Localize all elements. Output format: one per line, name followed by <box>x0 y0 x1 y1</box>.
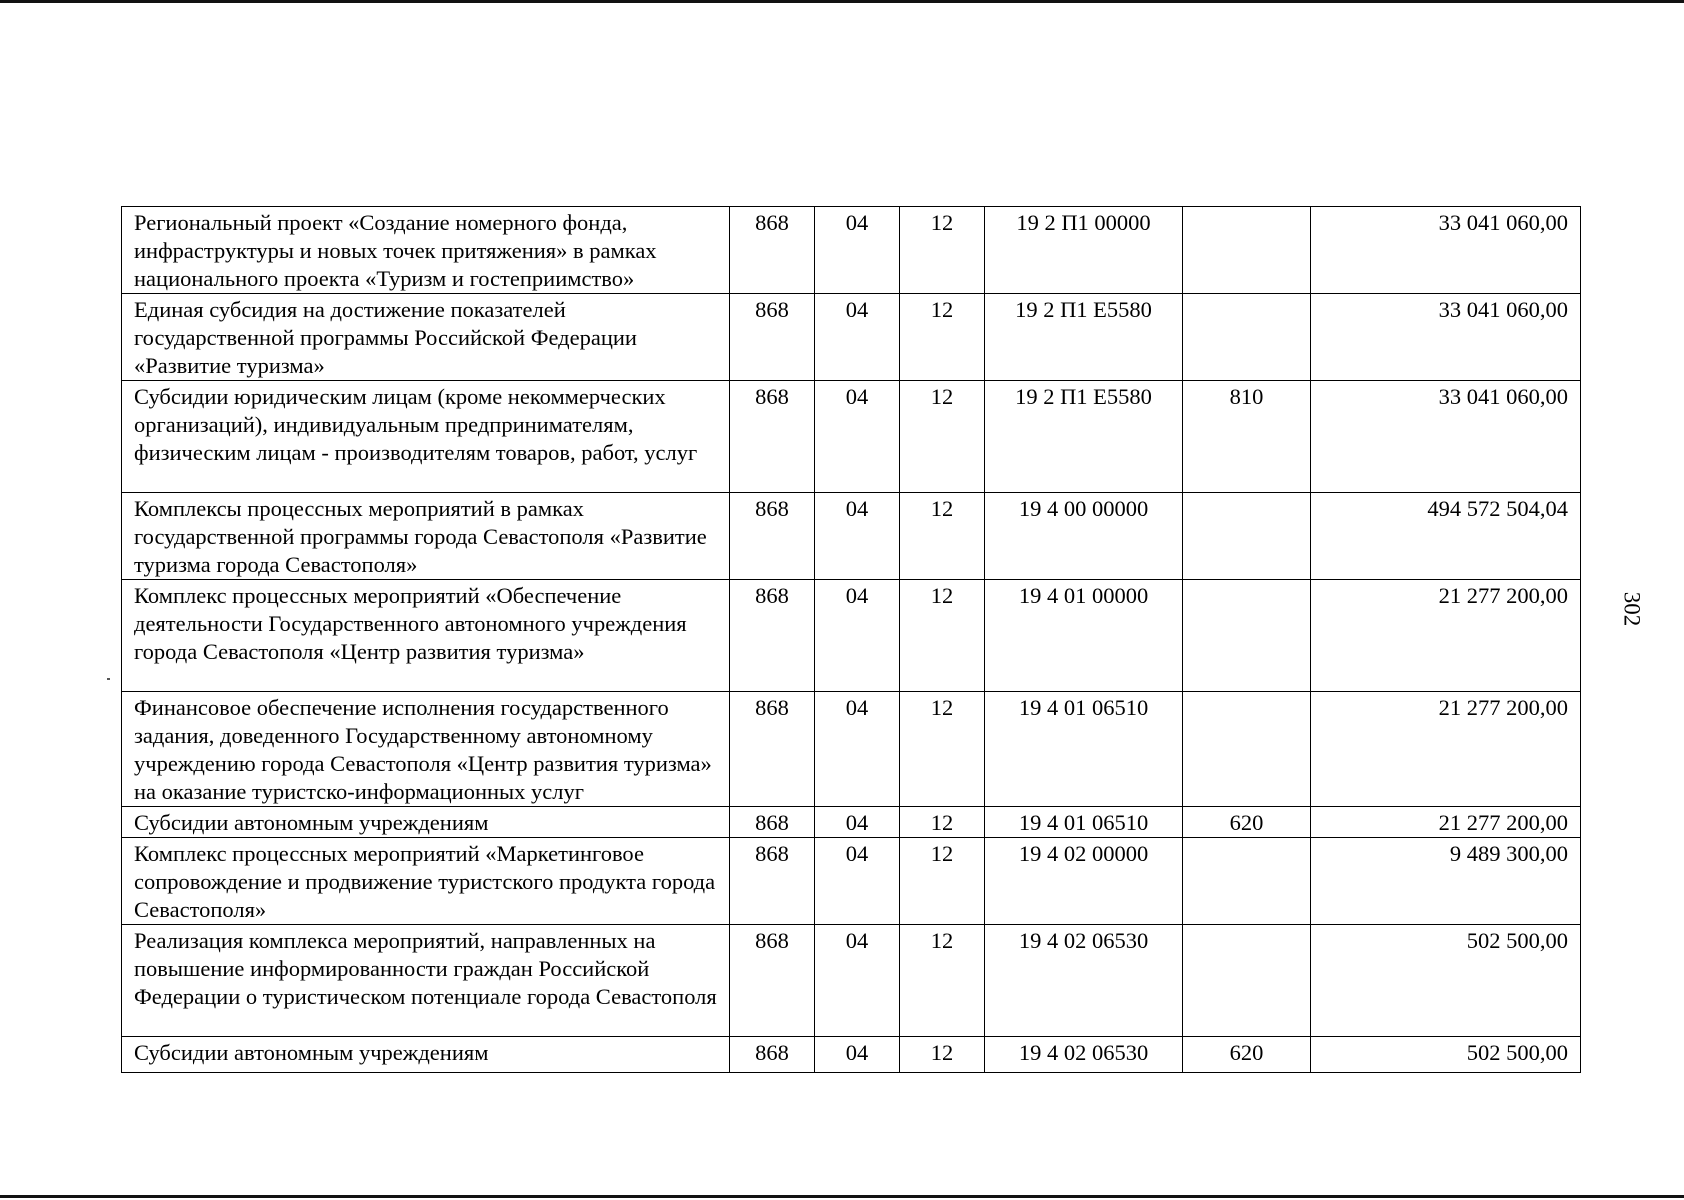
expense-name-cell: Финансовое обеспечение исполнения государственного задания, доведенного Государственному автономному учреждению города Севастополя «Центр развития туризма» на оказание туристско-информационных услуг <box>122 692 730 807</box>
table-row <box>122 493 1581 580</box>
target-article-cell: 19 4 01 00000 <box>985 580 1183 692</box>
amount-cell: 21 277 200,00 <box>1311 692 1581 807</box>
subsection-code-cell: 12 <box>900 838 985 925</box>
scan-speck <box>107 678 110 680</box>
subsection-code-cell: 12 <box>900 580 985 692</box>
amount-cell: 33 041 060,00 <box>1311 381 1581 493</box>
target-article-cell: 19 4 01 06510 <box>985 692 1183 807</box>
table-row <box>122 838 1581 925</box>
amount-cell: 33 041 060,00 <box>1311 294 1581 381</box>
section-code-cell: 04 <box>815 925 900 1037</box>
amount-cell: 502 500,00 <box>1311 1037 1581 1073</box>
subsection-code-cell: 12 <box>900 807 985 838</box>
expense-name-cell: Реализация комплекса мероприятий, направленных на повышение информированности граждан Российской Федерации о туристическом потенциале города Севастополя <box>122 925 730 1037</box>
expense-name-cell: Субсидии автономным учреждениям <box>122 1037 730 1073</box>
amount-cell: 9 489 300,00 <box>1311 838 1581 925</box>
ministry-code-cell: 868 <box>730 1037 815 1073</box>
ministry-code-cell: 868 <box>730 294 815 381</box>
ministry-code-cell: 868 <box>730 493 815 580</box>
subsection-code-cell: 12 <box>900 692 985 807</box>
section-code-cell: 04 <box>815 493 900 580</box>
section-code-cell: 04 <box>815 207 900 294</box>
section-code-cell: 04 <box>815 381 900 493</box>
target-article-cell: 19 4 02 06530 <box>985 925 1183 1037</box>
section-code-cell: 04 <box>815 1037 900 1073</box>
expense-name-cell: Комплекс процессных мероприятий «Маркетинговое сопровождение и продвижение туристского продукта города Севастополя» <box>122 838 730 925</box>
target-article-cell: 19 2 П1 E5580 <box>985 294 1183 381</box>
target-article-cell: 19 4 01 06510 <box>985 807 1183 838</box>
subsection-code-cell: 12 <box>900 925 985 1037</box>
expense-type-cell <box>1183 925 1311 1037</box>
budget-table <box>121 206 1581 1073</box>
expense-type-cell <box>1183 580 1311 692</box>
expense-type-cell: 620 <box>1183 807 1311 838</box>
expense-name-cell: Комплексы процессных мероприятий в рамках государственной программы города Севастополя «Развитие туризма города Севастополя» <box>122 493 730 580</box>
section-code-cell: 04 <box>815 692 900 807</box>
table-row <box>122 1037 1581 1073</box>
amount-cell: 21 277 200,00 <box>1311 807 1581 838</box>
target-article-cell: 19 4 00 00000 <box>985 493 1183 580</box>
ministry-code-cell: 868 <box>730 580 815 692</box>
budget-table-body <box>122 207 1581 1073</box>
table-row <box>122 807 1581 838</box>
amount-cell: 21 277 200,00 <box>1311 580 1581 692</box>
amount-cell: 33 041 060,00 <box>1311 207 1581 294</box>
table-row <box>122 580 1581 692</box>
subsection-code-cell: 12 <box>900 207 985 294</box>
expense-name-cell: Субсидии автономным учреждениям <box>122 807 730 838</box>
subsection-code-cell: 12 <box>900 493 985 580</box>
subsection-code-cell: 12 <box>900 381 985 493</box>
amount-cell: 494 572 504,04 <box>1311 493 1581 580</box>
table-row <box>122 207 1581 294</box>
section-code-cell: 04 <box>815 294 900 381</box>
expense-type-cell <box>1183 838 1311 925</box>
expense-type-cell <box>1183 493 1311 580</box>
table-row <box>122 925 1581 1037</box>
target-article-cell: 19 2 П1 00000 <box>985 207 1183 294</box>
section-code-cell: 04 <box>815 580 900 692</box>
section-code-cell: 04 <box>815 807 900 838</box>
expense-name-cell: Комплекс процессных мероприятий «Обеспечение деятельности Государственного автономного учреждения города Севастополя «Центр развития туризма» <box>122 580 730 692</box>
ministry-code-cell: 868 <box>730 807 815 838</box>
section-code-cell: 04 <box>815 838 900 925</box>
subsection-code-cell: 12 <box>900 294 985 381</box>
ministry-code-cell: 868 <box>730 925 815 1037</box>
scan-top-edge <box>0 0 1684 3</box>
page-number: 302 <box>1619 591 1645 627</box>
ministry-code-cell: 868 <box>730 207 815 294</box>
table-row <box>122 692 1581 807</box>
expense-type-cell: 620 <box>1183 1037 1311 1073</box>
target-article-cell: 19 2 П1 E5580 <box>985 381 1183 493</box>
expense-type-cell <box>1183 692 1311 807</box>
ministry-code-cell: 868 <box>730 692 815 807</box>
expense-name-cell: Единая субсидия на достижение показателей государственной программы Российской Федерации «Развитие туризма» <box>122 294 730 381</box>
target-article-cell: 19 4 02 00000 <box>985 838 1183 925</box>
subsection-code-cell: 12 <box>900 1037 985 1073</box>
table-row <box>122 381 1581 493</box>
ministry-code-cell: 868 <box>730 838 815 925</box>
expense-type-cell <box>1183 294 1311 381</box>
expense-type-cell <box>1183 207 1311 294</box>
amount-cell: 502 500,00 <box>1311 925 1581 1037</box>
ministry-code-cell: 868 <box>730 381 815 493</box>
scan-bottom-edge <box>0 1195 1684 1198</box>
expense-name-cell: Региональный проект «Создание номерного фонда, инфраструктуры и новых точек притяжения» в рамках национального проекта «Туризм и гостеприимство» <box>122 207 730 294</box>
table-row <box>122 294 1581 381</box>
expense-type-cell: 810 <box>1183 381 1311 493</box>
expense-name-cell: Субсидии юридическим лицам (кроме некоммерческих организаций), индивидуальным предпринимателям, физическим лицам - производителям товаров, работ, услуг <box>122 381 730 493</box>
target-article-cell: 19 4 02 06530 <box>985 1037 1183 1073</box>
